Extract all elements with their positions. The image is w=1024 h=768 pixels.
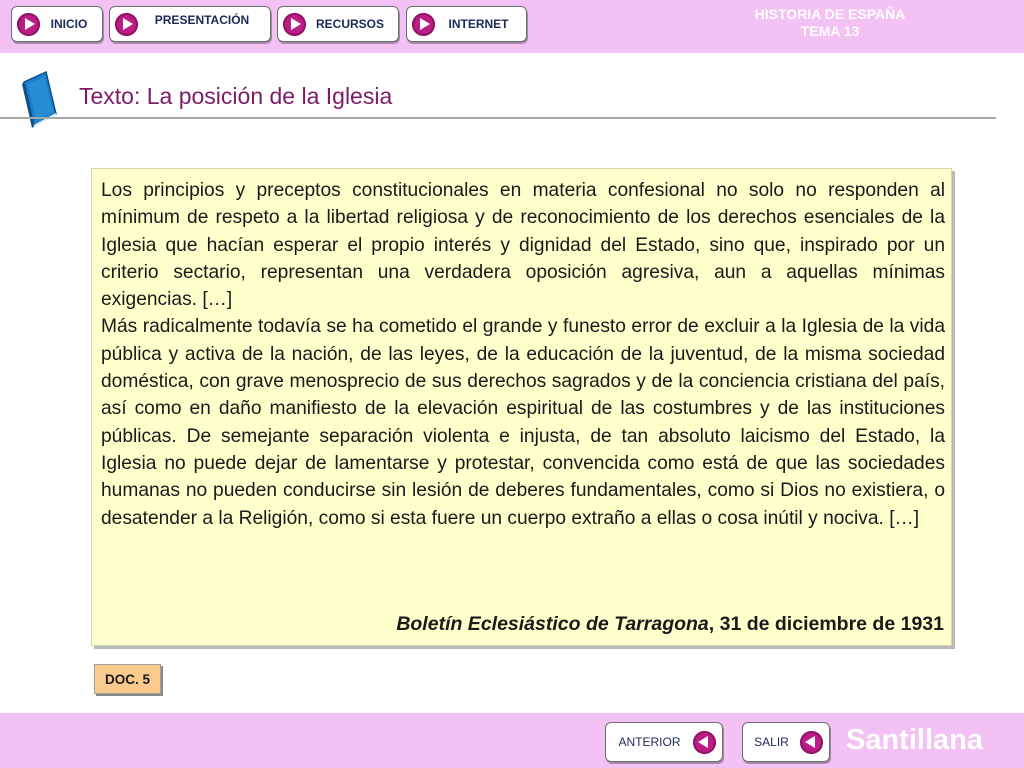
play-circle-icon: [283, 13, 306, 36]
previous-button-label: ANTERIOR: [618, 735, 681, 749]
exit-button[interactable]: [742, 722, 830, 762]
nav-button-inicio[interactable]: [11, 6, 103, 42]
document-number-badge: DOC. 5: [94, 664, 161, 694]
nav-button-label: INICIO: [50, 17, 88, 31]
course-name: HISTORIA DE ESPAÑA: [754, 6, 906, 22]
nav-button-label: RECURSOS: [315, 17, 384, 31]
source-title: Boletín Eclesiástico de Tarragona: [396, 613, 709, 635]
source-date: , 31 de diciembre de 1931: [708, 613, 944, 635]
nav-button-internet[interactable]: [406, 6, 527, 42]
nav-button-label: PRESENTACIÓN: [154, 13, 250, 27]
play-circle-icon: [412, 13, 435, 36]
document-source: [396, 613, 944, 636]
document-text: [101, 177, 945, 532]
unit-number: TEMA 13: [800, 23, 860, 39]
back-circle-icon: [800, 731, 823, 754]
exit-button-label: SALIR: [754, 735, 789, 749]
play-circle-icon: [115, 13, 138, 36]
title-divider: [0, 117, 996, 119]
page-title: Texto: La posición de la Iglesia: [79, 83, 393, 109]
back-circle-icon: [693, 731, 716, 754]
previous-button[interactable]: [605, 722, 723, 762]
play-circle-icon: [17, 13, 40, 36]
course-header: [720, 6, 940, 40]
nav-button-recursos[interactable]: [277, 6, 399, 42]
document-paragraph: Más radicalmente todavía se ha cometido el grande y funesto error de excluir a la Iglesia de la vida pública y activa de la nación, de las leyes, de la educación de la juventud, de la misma sociedad doméstica, con grave menosprecio de sus derechos sagrados y de la conciencia cristiana del país, así como en daño manifiesto de la elevación espiritual de las costumbres y de las instituciones públicas. De semejante separación violenta e injusta, de tan absoluto laicismo del Estado, la Iglesia no puede dejar de lamentarse y protestar, convencida como está de que las sociedades humanas no pueden conducirse sin lesión de deberes fundamentales, como si Dios no existiera, o desatender a la Religión, como si esta fuere un cuerpo extraño a ellas o cosa inútil y nociva. […]: [101, 316, 945, 529]
book-icon: [20, 70, 60, 130]
nav-button-label: INTERNET: [448, 17, 509, 31]
nav-button-presentacion[interactable]: [109, 6, 271, 42]
document-paragraph: Los principios y preceptos constitucionales en materia confesional no solo no responden al mínimum de respeto a la libertad religiosa y de reconocimiento de los derechos esenciales de la Iglesia que hacían esperar el propio interés y dignidad del Estado, sino que, inspirado por un criterio sectario, representan una verdadera oposición agresiva, aun a aquellas mínimas exigencias. […]: [101, 180, 945, 311]
publisher-logo: Santillana: [846, 724, 983, 756]
